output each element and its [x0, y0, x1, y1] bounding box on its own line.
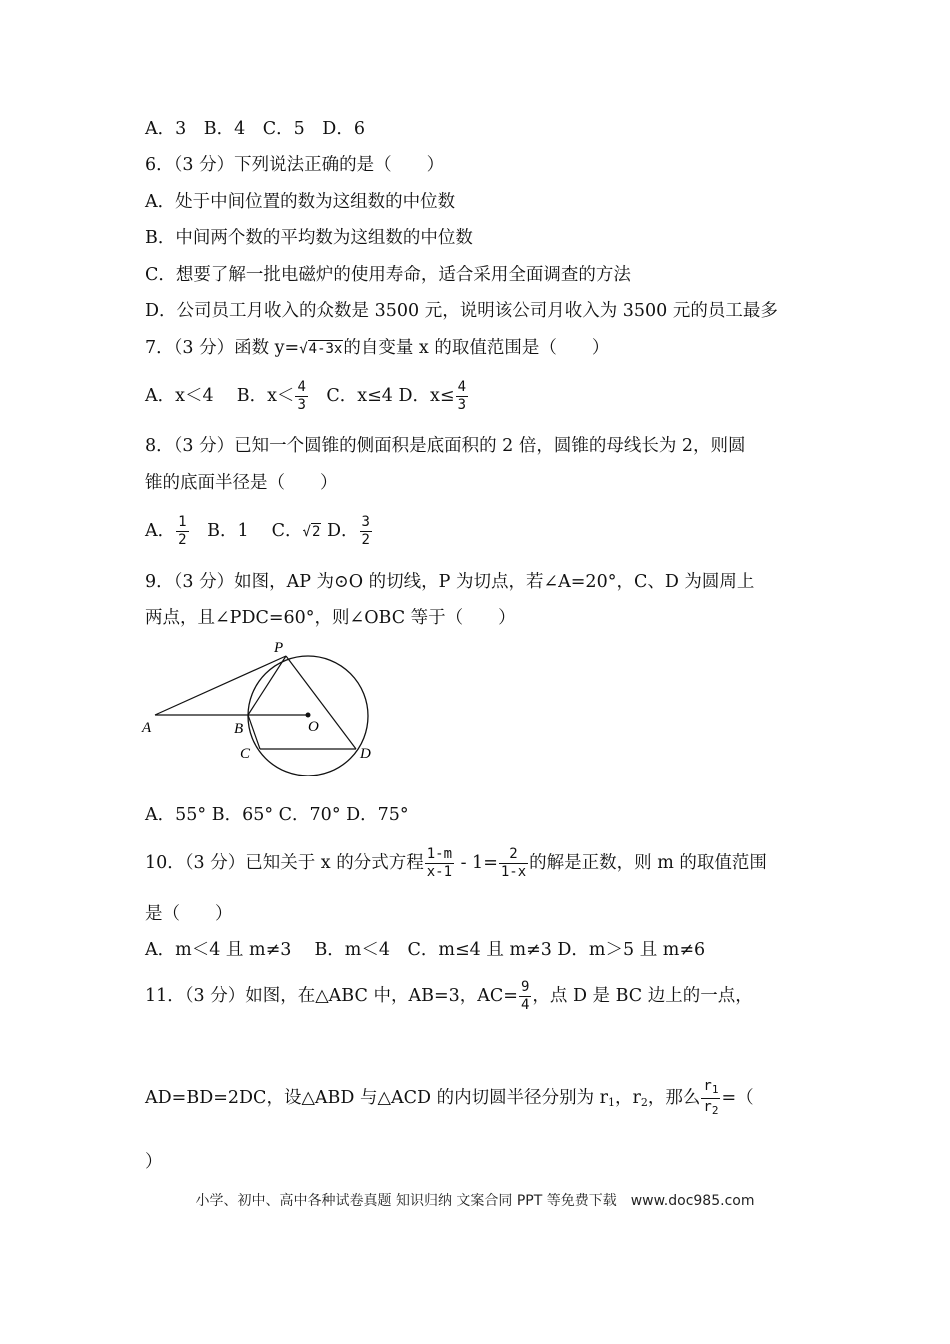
q7-frac-b-num: 4: [297, 379, 306, 395]
label-o: O: [308, 719, 319, 735]
q10-frac1-num: 1-m: [426, 846, 453, 862]
q9-line2: 两点，且∠PDC=60°，则∠OBC 等于（ ）: [145, 608, 516, 628]
q9-geometry-figure: [140, 636, 380, 776]
q8-frac-d: [360, 514, 372, 549]
label-p: P: [274, 640, 284, 656]
q8-frac-d-den: 2: [361, 532, 370, 548]
q8-opt-b: B．1 C．: [189, 521, 303, 541]
q11-line2-post: ，那么: [647, 1088, 701, 1108]
label-b: B: [234, 721, 244, 737]
q8-line1: 8．（3 分）已知一个圆锥的侧面积是底面积的 2 倍，圆锥的母线长为 2，则圆: [145, 436, 746, 456]
q6-option-d: D．公司员工月收入的众数是 3500 元，说明该公司月收入为 3500 元的员工最多: [145, 301, 778, 321]
q8-opt-d: D．: [321, 521, 359, 541]
q11-frac-num: 9: [520, 979, 530, 995]
q7-radicand: 4-3x: [308, 341, 343, 357]
q10-frac1-den: x-1: [426, 864, 453, 880]
q7-options: [145, 376, 469, 416]
q11-sub1: 1: [608, 1096, 615, 1109]
point-o: [306, 713, 311, 718]
q7-opt-cd: C．x≤4 D．x≤: [308, 386, 455, 406]
q11-ratio-num: [701, 1078, 720, 1098]
q11-frac-ac: [519, 979, 531, 1014]
q7-frac-b: [295, 379, 307, 414]
q11-line3: ）: [145, 1152, 163, 1172]
q7-frac-d-den: 3: [457, 397, 466, 413]
q6-stem: 6．（3 分）下列说法正确的是（ ）: [145, 155, 445, 175]
q8-frac-a-den: 2: [178, 532, 187, 548]
q10-stem: [145, 843, 767, 883]
q11-line2-end: =（: [721, 1088, 754, 1108]
q6-option-c: C．想要了解一批电磁炉的使用寿命，适合采用全面调查的方法: [145, 265, 631, 285]
q11-sub2: 2: [640, 1096, 648, 1109]
q11-frac-den: 4: [520, 997, 530, 1013]
q10-frac2-num: 2: [509, 846, 518, 862]
q11-ratio-den-r: r: [703, 1099, 712, 1115]
q10-frac2: [499, 846, 528, 881]
label-a: A: [142, 720, 152, 736]
q10-options: A．m＜4 且 m≠3 B．m＜4 C．m≤4 且 m≠3 D．m＞5 且 m≠6: [145, 940, 706, 960]
q11-line2-mid: ，r: [615, 1088, 641, 1108]
q5-options: A．3 B．4 C．5 D．6: [145, 119, 365, 139]
q6-option-a: A．处于中间位置的数为这组数的中位数: [145, 192, 456, 212]
q7-frac-d-num: 4: [457, 379, 466, 395]
q11-ratio: [701, 1078, 720, 1119]
q10-frac1: [425, 846, 454, 881]
q8-frac-a-num: 1: [178, 514, 187, 530]
q11-ratio-num-sub: 1: [711, 1083, 719, 1096]
q8-frac-d-num: 3: [361, 514, 370, 530]
q11-stem: [145, 976, 753, 1016]
q11-line2-pre: AD=BD=2DC，设△ABD 与△ACD 的内切圆半径分别为 r: [145, 1088, 608, 1108]
q7-stem-post: 的自变量 x 的取值范围是（ ）: [343, 338, 610, 358]
q8-opt-a: A．: [145, 521, 176, 541]
q11-stem-pre: 11．（3 分）如图，在△ABC 中，AB=3，AC=: [145, 986, 518, 1006]
q7-sqrt: √4-3x: [299, 341, 343, 357]
q8-sqrt-c-rad: 2: [311, 524, 321, 540]
q8-frac-a: [176, 514, 188, 549]
page-footer: 小学、初中、高中各种试卷真题 知识归纳 文案合同 PPT 等免费下载 www.doc985.com: [195, 1193, 755, 1209]
q7-stem: [145, 336, 609, 361]
q10-frac2-den: 1-x: [500, 864, 527, 880]
q8-line2: 锥的底面半径是（ ）: [145, 473, 338, 493]
q10-stem-post: 的解是正数，则 m 的取值范围: [529, 853, 767, 873]
q8-sqrt-c: √2: [302, 524, 321, 540]
q6-option-b: B．中间两个数的平均数为这组数的中位数: [145, 228, 473, 248]
q10-line2: 是（ ）: [145, 904, 233, 924]
q11-line2: [145, 1078, 754, 1123]
q7-stem-pre: 7．（3 分）函数 y=: [145, 338, 300, 358]
q7-frac-d: [456, 379, 468, 414]
q11-stem-post: ，点 D 是 BC 边上的一点，: [532, 986, 753, 1006]
q8-options: [145, 511, 373, 552]
q7-opt-a: A．x＜4 B．x＜: [145, 386, 295, 406]
q11-ratio-den: [701, 1098, 720, 1119]
q9-line1: 9．（3 分）如图，AP 为⊙O 的切线，P 为切点，若∠A=20°，C、D 为圆周上: [145, 572, 755, 592]
q7-frac-b-den: 3: [297, 397, 306, 413]
label-d: D: [360, 746, 371, 762]
label-c: C: [240, 746, 251, 762]
q11-ratio-den-sub: 2: [711, 1104, 719, 1117]
q11-ratio-num-r: r: [703, 1078, 712, 1094]
q10-stem-pre: 10．（3 分）已知关于 x 的分式方程: [145, 853, 424, 873]
q10-mid: - 1=: [455, 853, 498, 873]
q9-options: A．55° B．65° C．70° D．75°: [145, 805, 409, 825]
